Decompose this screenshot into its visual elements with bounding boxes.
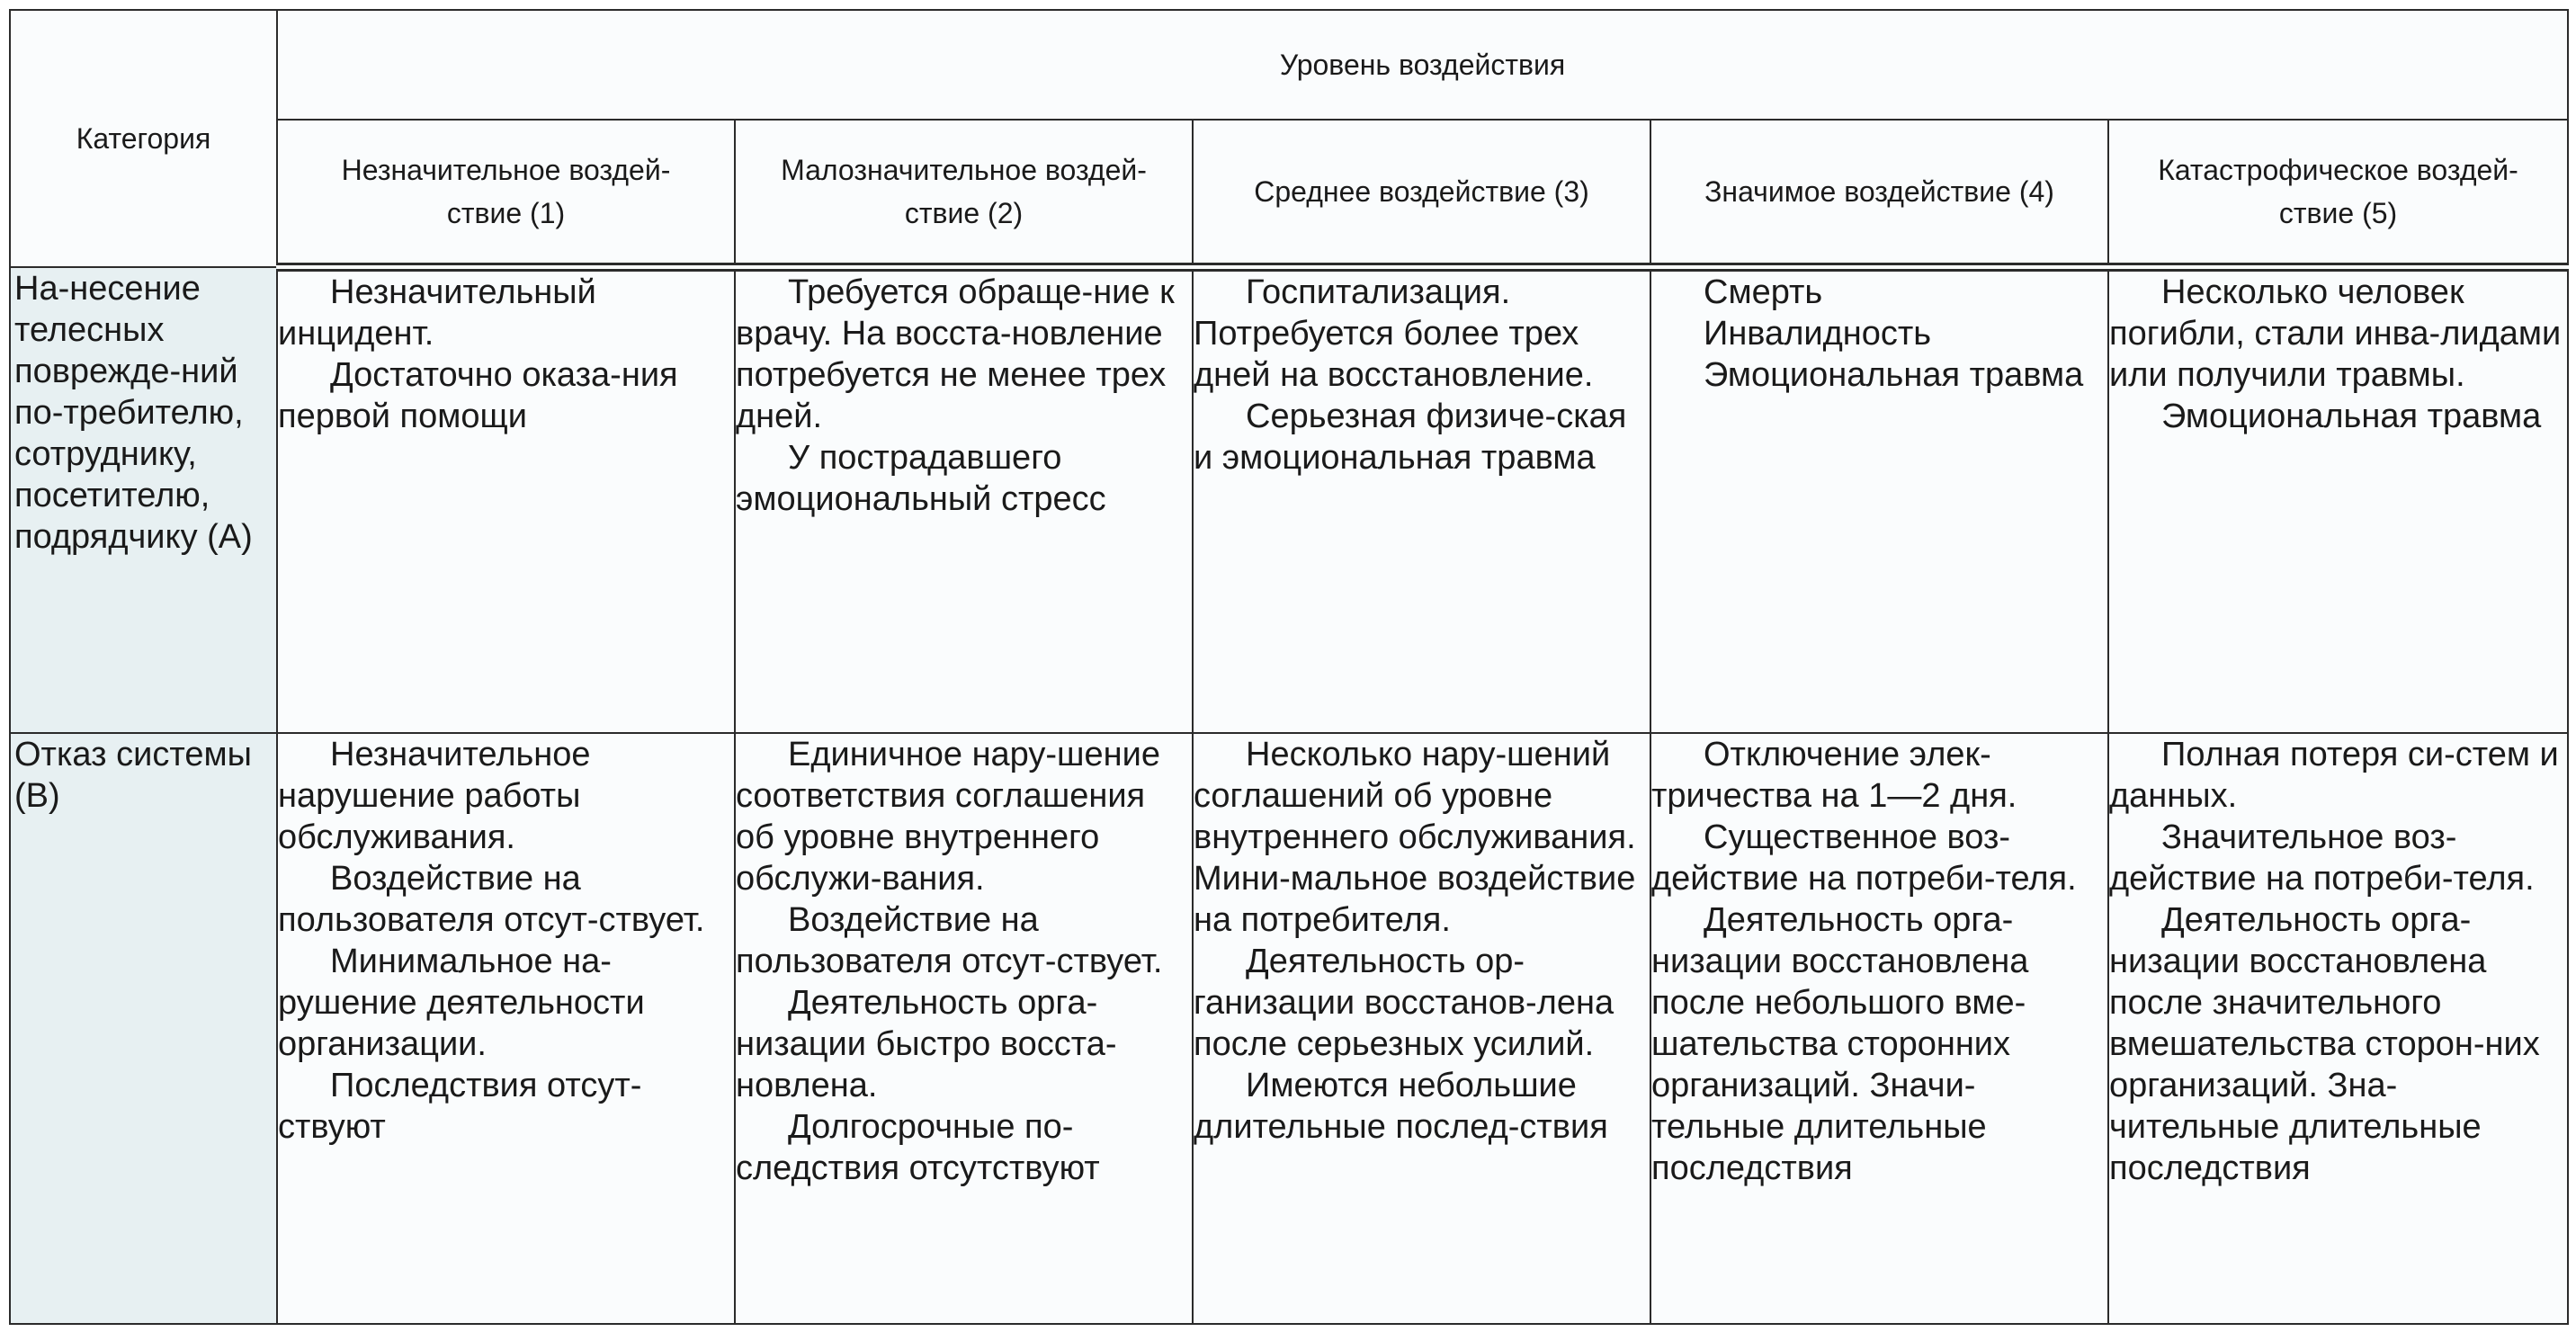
cell-paragraph: Единичное нару-шение соответствия соглашения об уровне внутреннего обслужи-вания. [736, 736, 1161, 898]
table-row [10, 733, 2568, 1324]
cell-paragraph: Госпитализация. Потребуется более трех дней на восстановление. [1194, 273, 1594, 394]
cell-paragraph: Требуется обраще-ние к врачу. На восста-новление потребуется не менее трех дней. [736, 273, 1175, 435]
impact-cell [2108, 267, 2568, 733]
impact-cell [277, 733, 735, 1324]
cell-paragraph: Отключение элек-тричества на 1—2 дня. [1651, 736, 2017, 815]
level-header-3-label: Среднее воздействие (3) [1254, 175, 1589, 208]
cell-paragraph: У пострадавшего эмоциональный стресс [736, 439, 1106, 518]
level-header-1 [277, 120, 735, 267]
impact-cell [1650, 267, 2108, 733]
cell-paragraph: Смерть [1704, 273, 1823, 311]
cell-paragraph: Минимальное на-рушение деятельности организации. [278, 943, 645, 1063]
impact-cell [735, 267, 1193, 733]
cell-paragraph: Деятельность орга-низации быстро восста-новлена. [736, 984, 1117, 1104]
category-cell-b [10, 733, 277, 1324]
cell-paragraph: Достаточно оказа-ния первой помощи [278, 356, 678, 435]
level-header-4-label: Значимое воздействие (4) [1704, 175, 2054, 208]
cell-paragraph: Незначительное нарушение работы обслуживания. [278, 736, 591, 856]
impact-level-table [9, 9, 2569, 1325]
level-header-2 [735, 120, 1193, 267]
cell-paragraph: Несколько нару-шений соглашений об уровне внутреннего обслуживания. Мини-мальное воздействие на потребителя. [1194, 736, 1636, 939]
category-header: Категория [10, 10, 277, 267]
category-label-b: Отказ системы (B) [14, 736, 252, 815]
cell-paragraph: Имеются небольшие длительные послед-ствия [1194, 1067, 1608, 1146]
impact-cell [1650, 733, 2108, 1324]
impact-level-header: Уровень воздействия [277, 10, 2568, 120]
cell-paragraph: Деятельность орга-низации восстановлена после небольшого вме-шательства сторонних организаций. Значи-тельные длительные последствия [1651, 901, 2029, 1187]
cell-paragraph: Полная потеря си-стем и данных. [2109, 736, 2559, 815]
cell-paragraph: Эмоциональная травма [2161, 398, 2542, 435]
cell-paragraph: Несколько человек погибли, стали инва-лидами или получили травмы. [2109, 273, 2562, 394]
level-header-5 [2108, 120, 2568, 267]
impact-cell [735, 733, 1193, 1324]
cell-paragraph: Значительное воз-действие на потреби-теля. [2109, 818, 2535, 898]
cell-paragraph: Деятельность ор-ганизации восстанов-лена после серьезных усилий. [1194, 943, 1614, 1063]
cell-paragraph: Деятельность орга-низации восстановлена после значительного вмешательства сторон-них организаций. Зна-чительные длительные последствия [2109, 901, 2540, 1187]
category-label-a: На-несение телесных поврежде-ний по-требителю, сотруднику, посетителю, подрядчику (A) [14, 270, 253, 556]
level-header-4 [1650, 120, 2108, 267]
cell-paragraph: Серьезная физиче-ская и эмоциональная травма [1194, 398, 1627, 477]
cell-paragraph: Незначительный инцидент. [278, 273, 596, 353]
cell-paragraph: Эмоциональная травма [1704, 356, 2084, 394]
cell-paragraph: Долгосрочные по-следствия отсутствуют [736, 1108, 1100, 1187]
level-header-5-label: Катастрофическое воздей-ствие (5) [2158, 154, 2518, 229]
impact-cell [1193, 733, 1650, 1324]
impact-cell [277, 267, 735, 733]
cell-paragraph: Воздействие на пользователя отсут-ствует. [736, 901, 1163, 980]
category-cell-a [10, 267, 277, 733]
cell-paragraph: Инвалидность [1704, 315, 1932, 353]
cell-paragraph: Последствия отсут-ствуют [278, 1067, 642, 1146]
level-header-1-label: Незначительное воздей-ствие (1) [341, 154, 671, 229]
level-header-2-label: Малозначительное воздей-ствие (2) [781, 154, 1147, 229]
cell-paragraph: Существенное воз-действие на потреби-теля. [1651, 818, 2077, 898]
impact-cell [2108, 733, 2568, 1324]
cell-paragraph: Воздействие на пользователя отсут-ствует. [278, 860, 705, 939]
table-row [10, 267, 2568, 733]
level-header-3 [1193, 120, 1650, 267]
impact-cell [1193, 267, 1650, 733]
